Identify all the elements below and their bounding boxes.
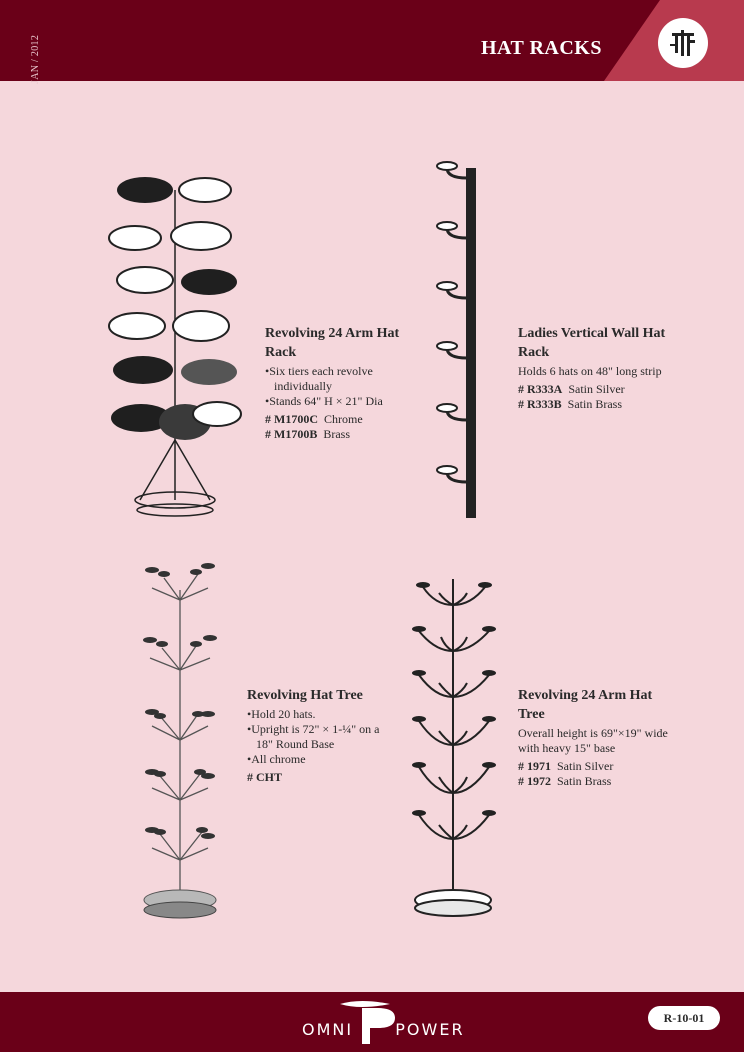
sku-finish: Satin Brass [557, 774, 612, 788]
sku-finish: Satin Brass [567, 397, 623, 411]
sku-code: # 1971 [518, 759, 551, 773]
sku-row [247, 770, 397, 785]
sku-row [518, 759, 668, 774]
product-name: Ladies Vertical Wall Hat Rack [518, 326, 666, 360]
brand-name-right: POWER [395, 1020, 465, 1039]
sku-finish: Brass [323, 427, 351, 441]
sku-finish: Chrome [324, 412, 363, 426]
product-text: Holds 6 hats on 48" long strip [518, 364, 662, 378]
sku-finish: Satin Silver [557, 759, 614, 773]
sku-code: # M1700B [265, 427, 318, 441]
page-title: HAT RACKS [480, 37, 602, 59]
product-description-revolving-24-arm-hat-rack [265, 324, 415, 442]
sku-list [247, 770, 397, 785]
sku-list [518, 382, 688, 412]
product-description-revolving-24-arm-hat-tree [518, 686, 668, 789]
feature-item: • All chrome [247, 752, 397, 767]
product-text: Overall height is 69"×19" wide with heavy 15" base [518, 726, 668, 755]
brand-name [302, 1020, 465, 1039]
feature-item: • Upright is 72" × 1-¼" on a 18" Round Base [247, 722, 397, 752]
sku-code: # 1972 [518, 774, 551, 788]
sku-code: # R333B [518, 397, 562, 411]
product-name: Revolving 24 Arm Hat Rack [265, 326, 400, 360]
product-name: Revolving Hat Tree [247, 688, 363, 703]
feature-list [247, 707, 397, 767]
ladies-vertical-wall-hat-rack-image [425, 158, 490, 520]
revolving-24-arm-hat-rack-image [105, 160, 245, 522]
revolving-hat-tree-image [138, 560, 228, 924]
feature-item: • Hold 20 hats. [247, 707, 397, 722]
sku-row [518, 397, 688, 412]
sku-code: # M1700C [265, 412, 318, 426]
hat-rack-logo-icon [658, 18, 708, 68]
product-description-revolving-hat-tree [247, 686, 397, 785]
feature-item: • Six tiers each revolve individually [265, 364, 415, 394]
sku-row [265, 427, 415, 442]
issue-date: JAN / 2012 [30, 34, 41, 84]
sku-code: # CHT [247, 770, 283, 784]
product-name: Revolving 24 Arm Hat Tree [518, 688, 653, 722]
header-bar [0, 0, 744, 81]
page-number: R-10-01 [648, 1006, 720, 1030]
revolving-24-arm-hat-tree-image [405, 575, 505, 920]
sku-list [265, 412, 415, 442]
sku-finish: Satin Silver [568, 382, 625, 396]
sku-row [518, 382, 688, 397]
product-description-ladies-vertical-wall-hat-rack [518, 324, 688, 412]
feature-item: • Stands 64" H × 21" Dia [265, 394, 415, 409]
feature-list [265, 364, 415, 409]
sku-code: # R333A [518, 382, 563, 396]
brand-name-left: OMNI [302, 1020, 354, 1039]
sku-row [265, 412, 415, 427]
sku-row [518, 774, 668, 789]
sku-list [518, 759, 668, 789]
